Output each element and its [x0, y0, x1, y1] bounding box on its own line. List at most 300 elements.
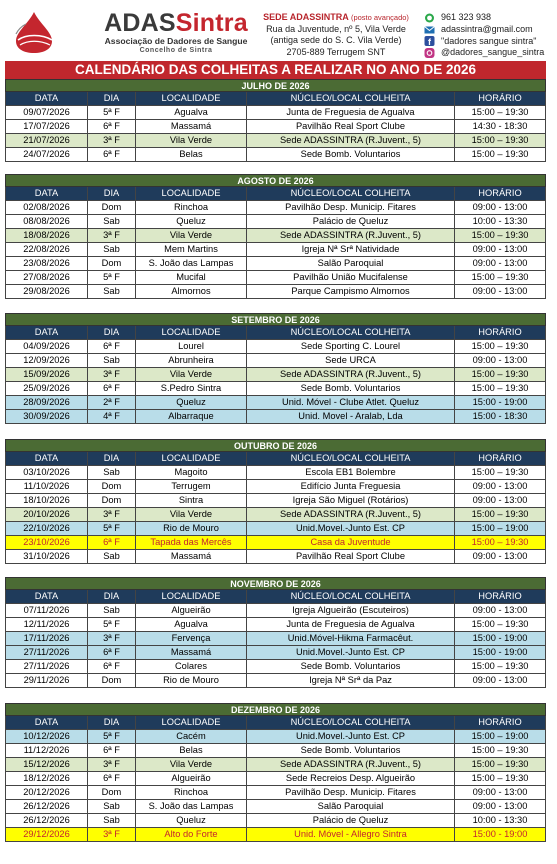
month-table [5, 79, 546, 162]
table-row [5, 148, 546, 162]
col-horario-cell: 15:00 - 19:00 [455, 396, 546, 410]
contact-facebook[interactable] [424, 36, 557, 48]
month-table [5, 439, 546, 564]
blood-drop-logo-icon [8, 10, 60, 54]
col-localidade-cell: Abrunheira [136, 354, 247, 368]
col-horario-cell: 15:00 – 19:30 [455, 772, 546, 786]
facebook-icon [424, 36, 435, 46]
sede-title-note: (posto avançado) [350, 13, 409, 22]
column-header-row [5, 92, 546, 106]
col-dia-cell: Sab [88, 354, 136, 368]
col-localidade-cell: Mucifal [136, 271, 247, 285]
contact-instagram[interactable] [424, 47, 557, 59]
col-data-cell: 23/10/2026 [5, 536, 88, 550]
col-nucleo-cell: Sede Sporting C. Lourel [247, 340, 455, 354]
col-horario-cell: 15:00 - 18:30 [455, 410, 546, 424]
col-dia-header: DIA [88, 716, 136, 730]
col-horario-cell: 15:00 – 19:30 [455, 340, 546, 354]
col-data-cell: 23/08/2026 [5, 257, 88, 271]
col-dia-cell: 2ª F [88, 396, 136, 410]
col-localidade-cell: Agualva [136, 106, 247, 120]
col-dia-header: DIA [88, 326, 136, 340]
col-dia-cell: 4ª F [88, 410, 136, 424]
sede-address [256, 12, 416, 58]
col-nucleo-cell: Sede Bomb. Voluntarios [247, 148, 455, 162]
col-data-cell: 24/07/2026 [5, 148, 88, 162]
col-dia-header: DIA [88, 452, 136, 466]
col-localidade-cell: Vila Verde [136, 508, 247, 522]
col-data-cell: 18/12/2026 [5, 772, 88, 786]
table-row [5, 632, 546, 646]
col-nucleo-cell: Sede ADASSINTRA (R.Juvent., 5) [247, 229, 455, 243]
col-data-cell: 17/11/2026 [5, 632, 88, 646]
col-dia-cell: Sab [88, 800, 136, 814]
col-dia-cell: 6ª F [88, 660, 136, 674]
col-nucleo-cell: Sede Recreios Desp. Algueirão [247, 772, 455, 786]
brand-name-main: ADAS [104, 9, 176, 37]
col-localidade-cell: S.Pedro Sintra [136, 382, 247, 396]
col-horario-cell: 15:00 – 19:30 [455, 508, 546, 522]
col-localidade-cell: Queluz [136, 814, 247, 828]
column-header-row [5, 452, 546, 466]
brand-subtitle: Associação de Dadores de Sangue [104, 36, 248, 46]
page-header [0, 0, 557, 58]
table-row [5, 730, 546, 744]
col-localidade-cell: Sintra [136, 494, 247, 508]
whatsapp-icon [424, 13, 435, 23]
col-horario-cell: 09:00 - 13:00 [455, 786, 546, 800]
table-row [5, 744, 546, 758]
col-nucleo-cell: Palácio de Queluz [247, 814, 455, 828]
col-localidade-cell: Queluz [136, 215, 247, 229]
table-row [5, 271, 546, 285]
col-localidade-cell: Alto do Forte [136, 828, 247, 842]
month-header: JULHO DE 2026 [5, 79, 546, 92]
col-data-cell: 22/10/2026 [5, 522, 88, 536]
col-data-cell: 08/08/2026 [5, 215, 88, 229]
col-localidade-header: LOCALIDADE [136, 590, 247, 604]
col-horario-cell: 15:00 - 19:00 [455, 828, 546, 842]
col-horario-cell: 15:00 - 19:00 [455, 646, 546, 660]
col-data-cell: 20/12/2026 [5, 786, 88, 800]
col-horario-cell: 09:00 - 13:00 [455, 604, 546, 618]
col-data-cell: 30/09/2026 [5, 410, 88, 424]
col-localidade-cell: Rinchoa [136, 201, 247, 215]
col-localidade-header: LOCALIDADE [136, 716, 247, 730]
col-data-cell: 04/09/2026 [5, 340, 88, 354]
col-dia-cell: 3ª F [88, 632, 136, 646]
col-nucleo-cell: Pavilhão União Mucifalense [247, 271, 455, 285]
col-dia-cell: Dom [88, 674, 136, 688]
col-data-cell: 18/10/2026 [5, 494, 88, 508]
col-nucleo-cell: Sede ADASSINTRA (R.Juvent., 5) [247, 368, 455, 382]
month-header: OUTUBRO DE 2026 [5, 439, 546, 452]
table-row [5, 604, 546, 618]
col-horario-cell: 09:00 - 13:00 [455, 257, 546, 271]
col-nucleo-header: NÚCLEO/LOCAL COLHEITA [247, 590, 455, 604]
table-row [5, 814, 546, 828]
col-horario-cell: 15:00 – 19:00 [455, 522, 546, 536]
col-nucleo-cell: Pavilhão Desp. Municip. Fitares [247, 201, 455, 215]
table-row [5, 382, 546, 396]
col-dia-cell: 6ª F [88, 772, 136, 786]
col-nucleo-cell: Escola EB1 Bolembre [247, 466, 455, 480]
col-nucleo-cell: Igreja São Miguel (Rotários) [247, 494, 455, 508]
col-nucleo-cell: Igreja Algueirão (Escuteiros) [247, 604, 455, 618]
col-data-cell: 20/10/2026 [5, 508, 88, 522]
col-localidade-cell: Vila Verde [136, 758, 247, 772]
col-data-cell: 31/10/2026 [5, 550, 88, 564]
col-horario-cell: 15:00 – 19:30 [455, 134, 546, 148]
col-localidade-cell: Massamá [136, 550, 247, 564]
page-title: CALENDÁRIO DAS COLHEITAS A REALIZAR NO ANO DE 2026 [5, 61, 546, 79]
col-nucleo-cell: Sede ADASSINTRA (R.Juvent., 5) [247, 134, 455, 148]
month-header: AGOSTO DE 2026 [5, 174, 546, 187]
col-nucleo-cell: Igreja Nª Srª da Paz [247, 674, 455, 688]
col-data-cell: 29/08/2026 [5, 285, 88, 299]
col-localidade-cell: Vila Verde [136, 368, 247, 382]
col-nucleo-cell: Sede ADASSINTRA (R.Juvent., 5) [247, 758, 455, 772]
col-localidade-cell: Massamá [136, 120, 247, 134]
col-localidade-cell: Belas [136, 744, 247, 758]
col-horario-cell: 15:00 – 19:30 [455, 106, 546, 120]
col-dia-cell: Dom [88, 480, 136, 494]
col-dia-cell: 6ª F [88, 382, 136, 396]
table-row [5, 828, 546, 842]
col-nucleo-cell: Unid. Movel - Aralab, Lda [247, 410, 455, 424]
col-data-cell: 12/11/2026 [5, 618, 88, 632]
col-dia-cell: 3ª F [88, 368, 136, 382]
col-nucleo-cell: Unid. Móvel - Allegro Sintra [247, 828, 455, 842]
col-dia-cell: 3ª F [88, 134, 136, 148]
col-localidade-cell: Tapada das Mercês [136, 536, 247, 550]
table-row [5, 508, 546, 522]
col-horario-cell: 15:00 – 19:30 [455, 744, 546, 758]
col-nucleo-cell: Palácio de Queluz [247, 215, 455, 229]
table-row [5, 243, 546, 257]
col-data-header: DATA [5, 716, 88, 730]
month-table [5, 577, 546, 688]
table-row [5, 106, 546, 120]
instagram-icon [424, 48, 435, 58]
col-dia-cell: 5ª F [88, 522, 136, 536]
col-dia-cell: 6ª F [88, 744, 136, 758]
table-row [5, 257, 546, 271]
col-horario-cell: 15:00 – 19:30 [455, 148, 546, 162]
sede-line-2: (antiga sede do S. C. Vila Verde) [270, 35, 402, 45]
col-localidade-cell: Rio de Mouro [136, 674, 247, 688]
col-dia-cell: Sab [88, 604, 136, 618]
contact-facebook-text: "dadores sangue sintra" [441, 35, 537, 46]
col-nucleo-cell: Sede ADASSINTRA (R.Juvent., 5) [247, 508, 455, 522]
col-nucleo-cell: Junta de Freguesia de Agualva [247, 106, 455, 120]
col-dia-cell: Dom [88, 786, 136, 800]
table-row [5, 758, 546, 772]
col-data-cell: 27/11/2026 [5, 660, 88, 674]
col-localidade-header: LOCALIDADE [136, 92, 247, 106]
col-nucleo-cell: Junta de Freguesia de Agualva [247, 618, 455, 632]
col-dia-cell: 6ª F [88, 536, 136, 550]
col-localidade-cell: Vila Verde [136, 134, 247, 148]
col-nucleo-cell: Igreja Nª Srª Natividade [247, 243, 455, 257]
col-horario-header: HORÁRIO [455, 716, 546, 730]
col-nucleo-cell: Pavilhão Real Sport Clube [247, 550, 455, 564]
col-localidade-cell: Mem Martins [136, 243, 247, 257]
table-row [5, 466, 546, 480]
col-data-header: DATA [5, 326, 88, 340]
col-nucleo-cell: Sede Bomb. Voluntarios [247, 660, 455, 674]
table-row [5, 618, 546, 632]
col-dia-cell: 6ª F [88, 646, 136, 660]
col-horario-cell: 09:00 - 13:00 [455, 480, 546, 494]
table-row [5, 800, 546, 814]
col-nucleo-cell: Salão Paroquial [247, 800, 455, 814]
col-horario-cell: 15:00 – 19:30 [455, 758, 546, 772]
col-dia-header: DIA [88, 590, 136, 604]
col-localidade-cell: Algueirão [136, 772, 247, 786]
col-localidade-cell: Magoito [136, 466, 247, 480]
col-data-cell: 10/12/2026 [5, 730, 88, 744]
col-dia-cell: 5ª F [88, 618, 136, 632]
col-dia-cell: 3ª F [88, 758, 136, 772]
col-data-cell: 17/07/2026 [5, 120, 88, 134]
col-localidade-cell: Albarraque [136, 410, 247, 424]
col-horario-header: HORÁRIO [455, 187, 546, 201]
col-dia-cell: Sab [88, 550, 136, 564]
col-data-cell: 29/12/2026 [5, 828, 88, 842]
col-data-cell: 09/07/2026 [5, 106, 88, 120]
col-localidade-cell: Lourel [136, 340, 247, 354]
col-dia-cell: 6ª F [88, 148, 136, 162]
col-horario-cell: 09:00 - 13:00 [455, 800, 546, 814]
col-nucleo-cell: Parque Campismo Almornos [247, 285, 455, 299]
table-row [5, 786, 546, 800]
contact-phone-text: 961 323 938 [441, 12, 492, 22]
col-data-cell: 21/07/2026 [5, 134, 88, 148]
col-nucleo-cell: Unid.Movel.-Junto Est. CP [247, 646, 455, 660]
col-data-cell: 26/12/2026 [5, 814, 88, 828]
col-data-cell: 25/09/2026 [5, 382, 88, 396]
col-localidade-cell: S. João das Lampas [136, 800, 247, 814]
col-horario-cell: 15:00 – 19:30 [455, 368, 546, 382]
month-header: SETEMBRO DE 2026 [5, 313, 546, 326]
col-horario-cell: 15:00 – 19:30 [455, 660, 546, 674]
col-horario-cell: 15:00 – 19:00 [455, 730, 546, 744]
col-data-header: DATA [5, 590, 88, 604]
col-data-cell: 02/08/2026 [5, 201, 88, 215]
col-dia-cell: 3ª F [88, 828, 136, 842]
col-horario-cell: 09:00 - 13:00 [455, 354, 546, 368]
col-dia-cell: 3ª F [88, 229, 136, 243]
contact-email[interactable] [424, 24, 557, 36]
col-data-cell: 27/11/2026 [5, 646, 88, 660]
col-localidade-cell: Terrugem [136, 480, 247, 494]
col-horario-cell: 15:00 - 19:00 [455, 632, 546, 646]
col-localidade-header: LOCALIDADE [136, 452, 247, 466]
table-row [5, 354, 546, 368]
table-row [5, 410, 546, 424]
month-table [5, 174, 546, 299]
contacts-list [424, 12, 557, 59]
col-nucleo-cell: Unid.Movel.-Junto Est. CP [247, 730, 455, 744]
col-nucleo-cell: Casa da Juventude [247, 536, 455, 550]
col-dia-cell: 5ª F [88, 271, 136, 285]
col-horario-cell: 09:00 - 13:00 [455, 674, 546, 688]
table-row [5, 368, 546, 382]
table-row [5, 494, 546, 508]
column-header-row [5, 326, 546, 340]
col-dia-header: DIA [88, 187, 136, 201]
col-dia-cell: 5ª F [88, 730, 136, 744]
col-horario-cell: 15:00 – 19:30 [455, 271, 546, 285]
col-nucleo-header: NÚCLEO/LOCAL COLHEITA [247, 187, 455, 201]
col-localidade-cell: Agualva [136, 618, 247, 632]
table-row [5, 285, 546, 299]
table-row [5, 480, 546, 494]
col-dia-cell: 5ª F [88, 106, 136, 120]
col-dia-cell: Dom [88, 494, 136, 508]
col-localidade-cell: Algueirão [136, 604, 247, 618]
col-dia-cell: Dom [88, 201, 136, 215]
contact-phone[interactable] [424, 12, 557, 24]
col-data-header: DATA [5, 452, 88, 466]
col-horario-cell: 09:00 - 13:00 [455, 550, 546, 564]
col-localidade-cell: Queluz [136, 396, 247, 410]
col-dia-cell: Sab [88, 215, 136, 229]
svg-text:f: f [428, 37, 431, 47]
col-nucleo-cell: Edifício Junta Freguesia [247, 480, 455, 494]
col-horario-cell: 14:30 - 18:30 [455, 120, 546, 134]
col-nucleo-cell: Pavilhão Desp. Municip. Fitares [247, 786, 455, 800]
col-dia-cell: Sab [88, 243, 136, 257]
brand-block [96, 10, 256, 55]
brand-name-accent: Sintra [175, 9, 248, 37]
table-row [5, 550, 546, 564]
col-horario-cell: 15:00 – 19:30 [455, 536, 546, 550]
col-horario-cell: 09:00 - 13:00 [455, 285, 546, 299]
col-localidade-cell: Rinchoa [136, 786, 247, 800]
col-dia-cell: Sab [88, 466, 136, 480]
contact-instagram-text: @dadores_sangue_sintra [441, 47, 545, 58]
col-data-cell: 26/12/2026 [5, 800, 88, 814]
col-localidade-cell: Vila Verde [136, 229, 247, 243]
table-row [5, 522, 546, 536]
col-localidade-header: LOCALIDADE [136, 187, 247, 201]
month-header: DEZEMBRO DE 2026 [5, 703, 546, 716]
col-horario-cell: 09:00 - 13:00 [455, 201, 546, 215]
col-horario-cell: 15:00 – 19:30 [455, 229, 546, 243]
col-localidade-cell: Almornos [136, 285, 247, 299]
col-data-cell: 11/12/2026 [5, 744, 88, 758]
col-localidade-cell: Fervença [136, 632, 247, 646]
col-horario-cell: 10:00 - 13:30 [455, 215, 546, 229]
col-localidade-cell: Cacém [136, 730, 247, 744]
col-localidade-cell: Belas [136, 148, 247, 162]
col-nucleo-cell: Sede Bomb. Voluntarios [247, 382, 455, 396]
col-data-cell: 12/09/2026 [5, 354, 88, 368]
column-header-row [5, 716, 546, 730]
sede-line-3: 2705-889 Terrugem SNT [286, 46, 386, 57]
col-data-cell: 22/08/2026 [5, 243, 88, 257]
table-row [5, 396, 546, 410]
col-horario-header: HORÁRIO [455, 590, 546, 604]
sede-title: SEDE ADASSINTRA [263, 12, 349, 22]
col-horario-cell: 15:00 – 19:30 [455, 466, 546, 480]
col-data-cell: 03/10/2026 [5, 466, 88, 480]
brand-subtitle-2: Concelho de Sintra [139, 47, 213, 54]
col-dia-header: DIA [88, 92, 136, 106]
table-row [5, 646, 546, 660]
col-nucleo-cell: Salão Paroquial [247, 257, 455, 271]
col-data-cell: 28/09/2026 [5, 396, 88, 410]
contact-email-text: adassintra@gmail.com [441, 23, 533, 34]
col-localidade-cell: Rio de Mouro [136, 522, 247, 536]
col-data-cell: 11/10/2026 [5, 480, 88, 494]
table-row [5, 229, 546, 243]
sede-line-1: Rua da Juventude, nº 5, Vila Verde [266, 23, 406, 34]
col-horario-cell: 10:00 - 13:30 [455, 814, 546, 828]
col-horario-cell: 09:00 - 13:00 [455, 494, 546, 508]
table-row [5, 660, 546, 674]
col-nucleo-cell: Sede URCA [247, 354, 455, 368]
col-dia-cell: Sab [88, 285, 136, 299]
col-horario-cell: 09:00 - 13:00 [455, 243, 546, 257]
col-nucleo-cell: Pavilhão Real Sport Clube [247, 120, 455, 134]
col-nucleo-cell: Unid.Móvel-Hikma Farmacêut. [247, 632, 455, 646]
col-horario-cell: 15:00 – 19:30 [455, 382, 546, 396]
col-data-cell: 27/08/2026 [5, 271, 88, 285]
col-nucleo-header: NÚCLEO/LOCAL COLHEITA [247, 92, 455, 106]
brand-name [96, 10, 256, 36]
col-nucleo-cell: Unid.Movel.-Junto Est. CP [247, 522, 455, 536]
col-horario-header: HORÁRIO [455, 92, 546, 106]
table-row [5, 772, 546, 786]
table-row [5, 120, 546, 134]
col-nucleo-cell: Unid. Móvel - Clube Atlet. Queluz [247, 396, 455, 410]
col-horario-cell: 15:00 – 19:30 [455, 618, 546, 632]
col-localidade-header: LOCALIDADE [136, 326, 247, 340]
col-nucleo-header: NÚCLEO/LOCAL COLHEITA [247, 452, 455, 466]
col-localidade-cell: Massamá [136, 646, 247, 660]
month-table [5, 703, 546, 842]
col-horario-header: HORÁRIO [455, 326, 546, 340]
table-row [5, 674, 546, 688]
month-table [5, 313, 546, 424]
col-dia-cell: 6ª F [88, 340, 136, 354]
table-row [5, 215, 546, 229]
col-dia-cell: 3ª F [88, 508, 136, 522]
col-dia-cell: Dom [88, 257, 136, 271]
table-row [5, 536, 546, 550]
column-header-row [5, 590, 546, 604]
col-data-cell: 15/12/2026 [5, 758, 88, 772]
table-row [5, 134, 546, 148]
col-data-cell: 15/09/2026 [5, 368, 88, 382]
col-localidade-cell: S. João das Lampas [136, 257, 247, 271]
column-header-row [5, 187, 546, 201]
col-dia-cell: 6ª F [88, 120, 136, 134]
table-row [5, 201, 546, 215]
col-localidade-cell: Colares [136, 660, 247, 674]
col-data-cell: 29/11/2026 [5, 674, 88, 688]
col-data-header: DATA [5, 92, 88, 106]
email-icon [424, 25, 435, 35]
col-data-cell: 07/11/2026 [5, 604, 88, 618]
col-horario-header: HORÁRIO [455, 452, 546, 466]
col-dia-cell: Sab [88, 814, 136, 828]
col-data-header: DATA [5, 187, 88, 201]
col-nucleo-cell: Sede Bomb. Voluntarios [247, 744, 455, 758]
